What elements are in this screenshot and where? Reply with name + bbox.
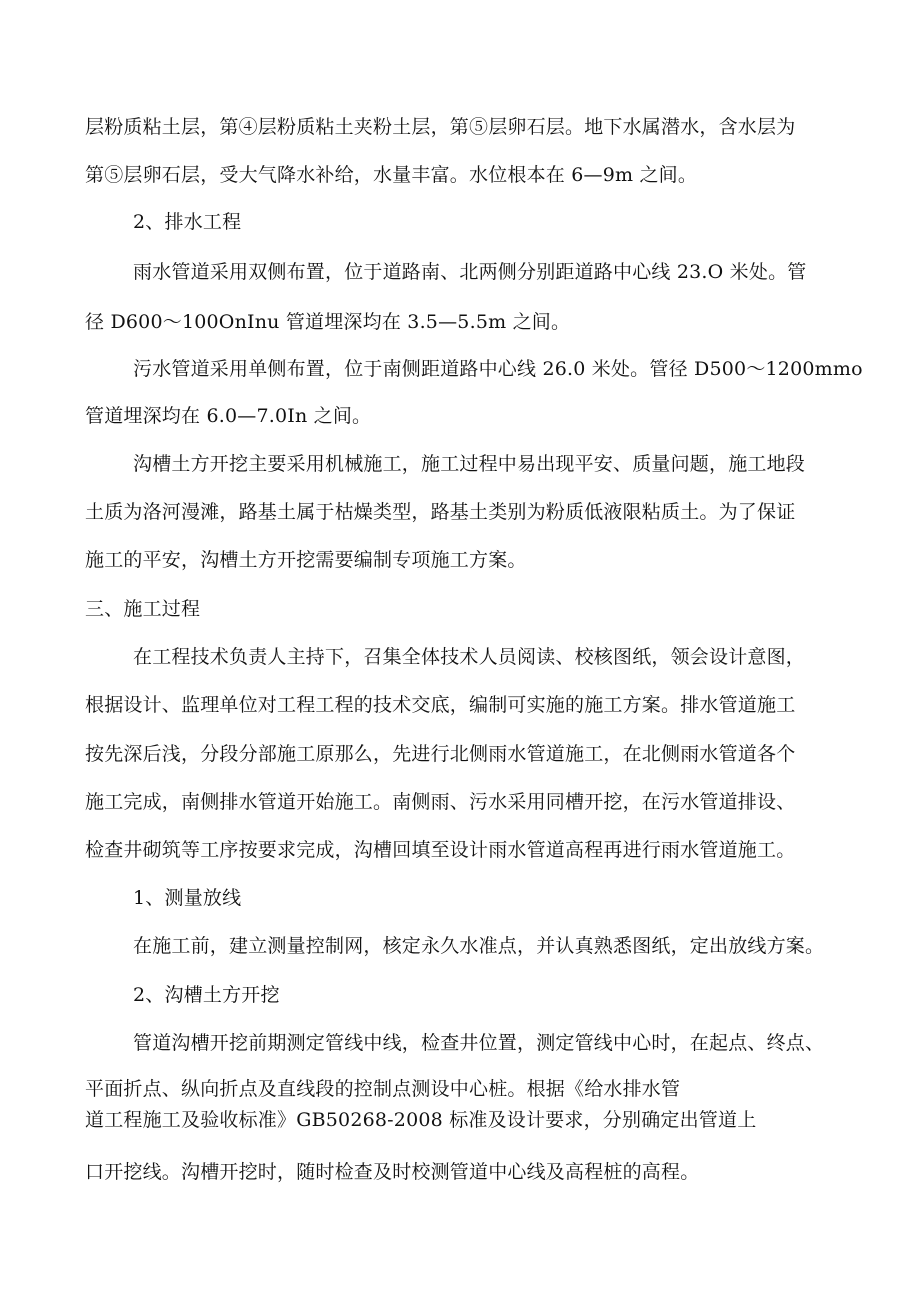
paragraph-line: 口开挖线。沟槽开挖时，随时检查及时校测管道中心线及高程桩的高程。 (85, 1161, 700, 1183)
paragraph-line: 根据设计、监理单位对工程工程的技术交底，编制可实施的施工方案。排水管道施工 (85, 694, 796, 716)
paragraph-line: 施工的平安，沟槽土方开挖需要编制专项施工方案。 (85, 549, 527, 571)
paragraph-line: 雨水管道采用双侧布置，位于道路南、北两侧分别距道路中心线 23.O 米处。管 (133, 261, 807, 283)
paragraph-line: 平面折点、纵向折点及直线段的控制点测设中心桩。根据《给水排水管 (85, 1078, 681, 1100)
paragraph-line: 径 D600～100OnInu 管道埋深均在 3.5—5.5m 之间。 (85, 311, 571, 333)
paragraph-line: 第⑤层卵石层，受大气降水补给，水量丰富。水位根本在 6—9m 之间。 (85, 164, 698, 186)
paragraph-line: 层粉质粘土层，第④层粉质粘土夹粉土层，第⑤层卵石层。地下水属潜水，含水层为 (85, 116, 796, 138)
paragraph-line: 按先深后浅，分段分部施工原那么，先进行北侧雨水管道施工，在北侧雨水管道各个 (85, 743, 796, 765)
paragraph-line: 在施工前，建立测量控制网，核定永久水准点，并认真熟悉图纸，定出放线方案。 (133, 935, 825, 957)
paragraph-line: 管道沟槽开挖前期测定管线中线，检查井位置，测定管线中心时，在起点、终点、 (133, 1032, 825, 1054)
section-heading: 2、沟槽土方开挖 (133, 984, 280, 1006)
section-heading: 三、施工过程 (85, 598, 201, 620)
paragraph-line: 管道埋深均在 6.0—7.0In 之间。 (85, 405, 372, 427)
paragraph-line: 沟槽土方开挖主要采用机械施工，施工过程中易出现平安、质量问题，施工地段 (133, 453, 806, 475)
paragraph-line: 道工程施工及验收标准》GB50268-2008 标准及设计要求，分别确定出管道上 (85, 1109, 757, 1131)
section-heading: 1、测量放线 (133, 887, 242, 909)
paragraph-line: 土质为洛河漫滩，路基土属于枯燥类型，路基土类别为粉质低液限粘质土。为了保证 (85, 501, 796, 523)
paragraph-line: 在工程技术负责人主持下，召集全体技术人员阅读、校核图纸，领会设计意图， (133, 646, 806, 668)
paragraph-line: 污水管道采用单侧布置，位于南侧距道路中心线 26.0 米处。管径 D500～1200mmo (133, 358, 863, 380)
paragraph-line: 检查井砌筑等工序按要求完成，沟槽回填至设计雨水管道高程再进行雨水管道施工。 (85, 839, 796, 861)
paragraph-line: 施工完成，南侧排水管道开始施工。南侧雨、污水采用同槽开挖，在污水管道排设、 (85, 791, 796, 813)
section-heading: 2、排水工程 (133, 211, 242, 233)
